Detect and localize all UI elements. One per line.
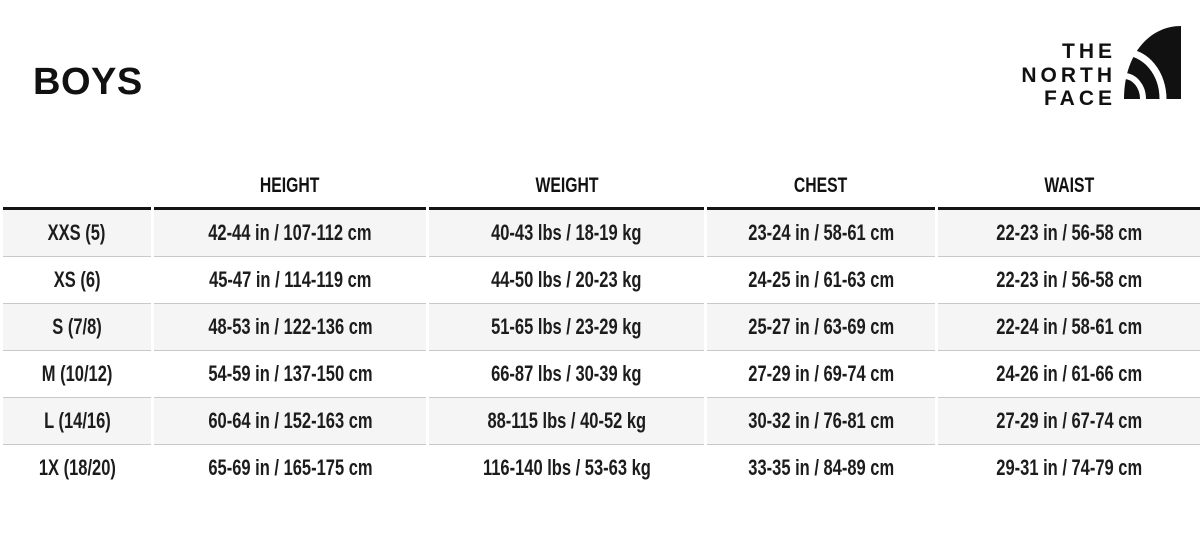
waist-cell: 24-26 in / 61-66 cm — [938, 351, 1200, 398]
half-dome-icon — [1124, 26, 1181, 99]
table-row — [3, 398, 1200, 445]
table-row — [3, 445, 1200, 491]
column-header-size — [3, 165, 151, 210]
table-row — [3, 304, 1200, 351]
weight-cell: 44-50 lbs / 20-23 kg — [429, 257, 704, 304]
column-header-height: HEIGHT — [154, 165, 426, 210]
waist-cell: 22-23 in / 56-58 cm — [938, 257, 1200, 304]
chest-cell: 27-29 in / 69-74 cm — [707, 351, 935, 398]
logo-line-north: NORTH — [1021, 64, 1116, 87]
waist-cell: 29-31 in / 74-79 cm — [938, 445, 1200, 491]
column-header-waist: WAIST — [938, 165, 1200, 210]
brand-logo — [1000, 24, 1185, 108]
column-header-weight: WEIGHT — [429, 165, 704, 210]
header-row — [3, 165, 1200, 210]
size-cell: M (10/12) — [3, 351, 151, 398]
table-row — [3, 257, 1200, 304]
chest-cell: 25-27 in / 63-69 cm — [707, 304, 935, 351]
page-title: BOYS — [33, 61, 143, 103]
logo-line-the: THE — [1062, 40, 1116, 63]
size-cell: XS (6) — [3, 257, 151, 304]
weight-cell: 51-65 lbs / 23-29 kg — [429, 304, 704, 351]
weight-cell: 66-87 lbs / 30-39 kg — [429, 351, 704, 398]
size-cell: S (7/8) — [3, 304, 151, 351]
height-cell: 48-53 in / 122-136 cm — [154, 304, 426, 351]
table-row — [3, 351, 1200, 398]
waist-cell: 22-24 in / 58-61 cm — [938, 304, 1200, 351]
table-row — [3, 210, 1200, 257]
logo-wordmark — [1021, 40, 1116, 108]
logo-line-face: FACE — [1043, 87, 1116, 108]
height-cell: 54-59 in / 137-150 cm — [154, 351, 426, 398]
chest-cell: 33-35 in / 84-89 cm — [707, 445, 935, 491]
waist-cell: 27-29 in / 67-74 cm — [938, 398, 1200, 445]
height-cell: 65-69 in / 165-175 cm — [154, 445, 426, 491]
weight-cell: 116-140 lbs / 53-63 kg — [429, 445, 704, 491]
chest-cell: 23-24 in / 58-61 cm — [707, 210, 935, 257]
chest-cell: 30-32 in / 76-81 cm — [707, 398, 935, 445]
weight-cell: 40-43 lbs / 18-19 kg — [429, 210, 704, 257]
chest-cell: 24-25 in / 61-63 cm — [707, 257, 935, 304]
size-table — [0, 165, 1200, 491]
column-header-chest: CHEST — [707, 165, 935, 210]
weight-cell: 88-115 lbs / 40-52 kg — [429, 398, 704, 445]
height-cell: 45-47 in / 114-119 cm — [154, 257, 426, 304]
height-cell: 42-44 in / 107-112 cm — [154, 210, 426, 257]
waist-cell: 22-23 in / 56-58 cm — [938, 210, 1200, 257]
size-cell: L (14/16) — [3, 398, 151, 445]
size-cell: XXS (5) — [3, 210, 151, 257]
size-cell: 1X (18/20) — [3, 445, 151, 491]
height-cell: 60-64 in / 152-163 cm — [154, 398, 426, 445]
